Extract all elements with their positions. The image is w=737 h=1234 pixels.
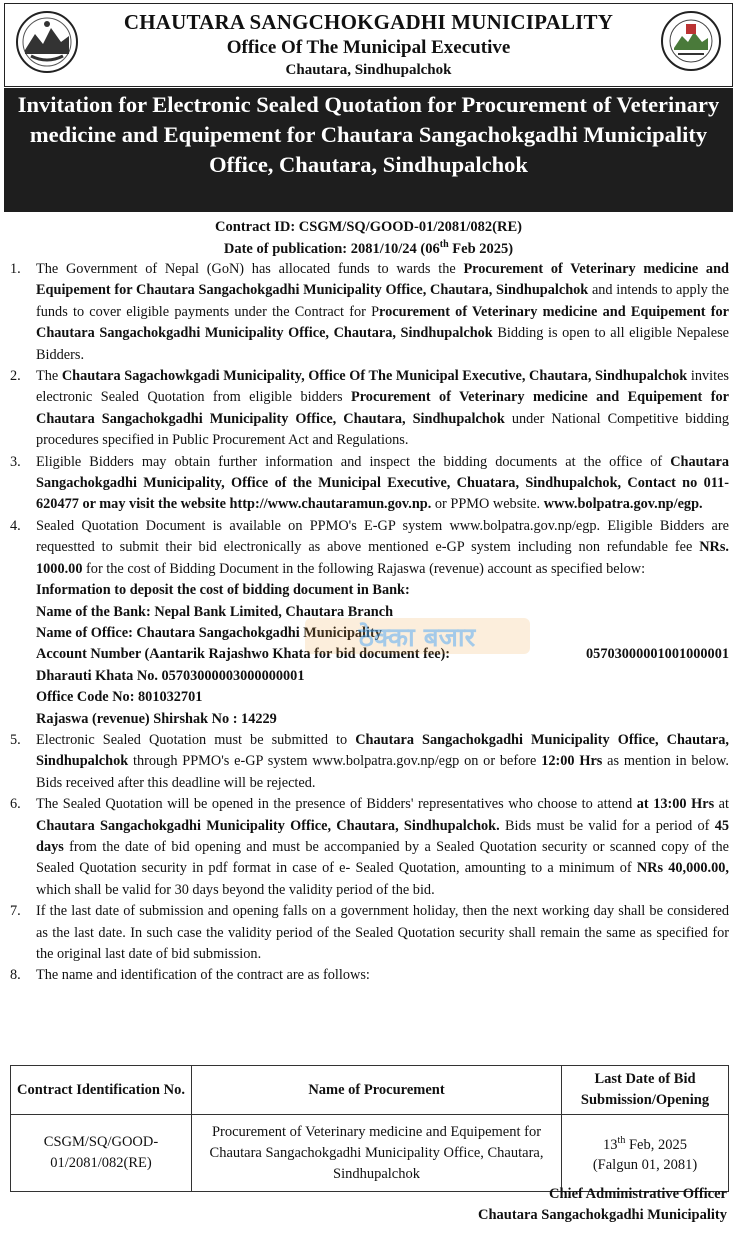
clause-3 [10, 452, 729, 516]
clause-text: under National Competitive bidding procedures specified in Public Procurement Act and Regulations. [36, 410, 729, 449]
clause-bold: Chautara Sagachowkgadi Municipality, Office Of The Municipal Executive, Chautara, Sindhupalchok [61, 368, 688, 385]
clause-text: The Sealed Quotation will be opened in the presence of Bidders' representatives who choose to attend [36, 796, 637, 813]
clause-bold: Procurement of Veterinary medicine and Equipement for Chautara Sangachokgadhi Municipality Office, Chautara, Sindhupalchok [36, 389, 729, 427]
watermark-text: ठेक्का बजार [358, 623, 476, 653]
signatory-title: Chief Administrative Officer [549, 1186, 727, 1202]
clause-text: or PPMO website. [431, 496, 544, 513]
clause-number: 7. [10, 903, 21, 920]
date-rest: Feb, 2025 [625, 1136, 687, 1153]
office-name: Office Of The Municipal Executive [226, 37, 511, 58]
date-day: 13 [603, 1136, 618, 1153]
clause-8 [10, 965, 729, 986]
clause-bold: NRs 40,000.00, [636, 860, 729, 877]
bank-account-number: 05703000001001000001 [586, 646, 729, 663]
bank-heading: Information to deposit the cost of bidding document in Bank: [36, 582, 410, 599]
pub-date-suffix: Feb 2025) [448, 240, 514, 257]
table-header-row [11, 1066, 729, 1115]
rajaswa-shirshak: Rajaswa (revenue) Shirshak No : 14229 [36, 710, 277, 727]
contract-id: Contract ID: CSGM/SQ/GOOD-01/2081/082(RE) [215, 219, 522, 235]
clause-number: 4. [10, 517, 21, 534]
bank-office: Name of Office: Chautara Sangachokgadhi Municipality [36, 624, 382, 641]
clause-bold: 12:00 Hrs [541, 753, 603, 770]
thekka-bazar-watermark-icon [305, 612, 530, 662]
dharauti-khata: Dharauti Khata No. 05703000003000000001 [36, 667, 305, 684]
date-sup: th [617, 1134, 626, 1146]
cell-procurement-name: Procurement of Veterinary medicine and Equipement for Chautara Sangachokgadhi Municipality Office, Chautara, Sindhupalchok [192, 1115, 562, 1192]
cell-contract-id: CSGM/SQ/GOOD-01/2081/082(RE) [11, 1115, 192, 1192]
notice-title-banner [4, 88, 733, 212]
contract-table [10, 1065, 729, 1192]
clause-bold: 45 days [36, 817, 729, 855]
clause-1 [10, 259, 729, 366]
date-nepali: (Falgun 01, 2081) [592, 1157, 698, 1174]
clause-5 [10, 730, 729, 794]
clause-bold: www.bolpatra.gov.np/egp. [543, 496, 703, 513]
clause-number: 5. [10, 731, 21, 748]
letterhead [4, 3, 733, 87]
clause-bold: NRs. 1000.00 [36, 539, 729, 577]
clause-number: 2. [10, 368, 21, 385]
clause-bold: at 13:00 Hrs [636, 796, 715, 813]
clause-number: 8. [10, 967, 21, 984]
signatory-org: Chautara Sangachokgadhi Municipality [478, 1207, 727, 1223]
clause-text: The name and identification of the contract are as follows: [36, 967, 370, 984]
bank-name: Name of the Bank: Nepal Bank Limited, Chautara Branch [36, 603, 394, 620]
clause-text: through PPMO's e-GP system www.bolpatra.gov.np/egp on or before [128, 753, 542, 770]
clause-text: and intends to apply the funds to cover eligible payments under the Contract for P [36, 282, 729, 320]
clause-bold: Chautara Sangachokgadhi Municipality, Office of the Municipal Executive, Chuatara, Sindhupalchok, Contact no 011-620477 or may visit the website http://www.chautaramun.gov.np. [36, 453, 729, 513]
clause-text: Eligible Bidders may obtain further information and inspect the bidding documents at the office of [36, 453, 671, 470]
clause-text: If the last date of submission and opening falls on a government holiday, then the next working day shall be considered as the last date. In such case the validity period of the Sealed Quotation security shall remain the same as specified for the original last date of bid submission. [36, 903, 729, 962]
table-row [11, 1115, 729, 1192]
clause-7 [10, 901, 729, 965]
pub-date-sup: th [439, 239, 449, 250]
clause-bold: Procurement of Veterinary medicine and Equipement for Chautara Sangachokgadhi Municipality Office, Chautara, Sindhupalchok [36, 261, 729, 299]
pub-date-prefix: Date of publication: 2081/10/24 (06 [223, 240, 440, 257]
clause-6 [10, 794, 729, 901]
clause-text: at [714, 796, 729, 813]
clause-text: Sealed Quotation Document is available on PPMO's E-GP system www.bolpatra.gov.np/egp. Eligible Bidders are requestted to submit their bid electronically as above mentioned e-GP system including non refundable fee [36, 517, 729, 556]
office-code: Office Code No: 801032701 [36, 689, 203, 706]
clause-number: 6. [10, 796, 21, 813]
col-procurement-name: Name of Procurement [192, 1066, 562, 1115]
clause-text: as mention in below. Bids received after this deadline will be rejected. [36, 753, 729, 791]
municipality-name: CHAUTARA SANGCHOKGADHI MUNICIPALITY [123, 10, 614, 34]
clause-text: Electronic Sealed Quotation must be submitted to [36, 731, 356, 748]
clause-text: which shall be valid for 30 days beyond the validity period of the bid. [36, 881, 435, 898]
notice-title: Invitation for Electronic Sealed Quotation for Procurement of Veterinary medicine and Equipement for Chautara Sangachokgadhi Municipality Office, Chautara, Sindhupalchok [17, 92, 720, 177]
clause-2 [10, 366, 729, 452]
clause-bold: rocurement of Veterinary medicine and Equipement for Chautara Sangachokgadhi Municipality Office, Chautara, Sindhupalchok [36, 303, 729, 342]
clause-text: invites electronic Sealed Quotation from eligible bidders [36, 368, 729, 406]
clause-text: The [36, 368, 62, 385]
col-last-date: Last Date of Bid Submission/Opening [562, 1066, 729, 1115]
municipality-logo-icon [660, 10, 722, 72]
clause-number: 1. [10, 261, 21, 277]
clause-text: for the cost of Bidding Document in the following Rajaswa (revenue) account as specified below: [82, 560, 646, 577]
clause-text: from the date of bid opening and must be accompanied by a Sealed Quotation security or scanned copy of the Sealed Quotation security in pdf format in case of e- Sealed Quotation, amounting to a minimum of [36, 838, 729, 877]
office-location: Chautara, Sindhupalchok [285, 62, 452, 78]
clause-text: Bidding is open to all eligible Nepalese Bidders. [36, 325, 729, 363]
cell-last-date [562, 1115, 729, 1192]
bank-account-label: Account Number (Aantarik Rajashwo Khata for bid document fee): [36, 646, 451, 663]
clause-bold: Chautara Sangachokgadhi Municipality Office, Chautara, Sindhupalchok [36, 731, 729, 770]
clause-bold: Chautara Sangachokgadhi Municipality Office, Chautara, Sindhupalchok. [36, 817, 500, 834]
col-contract-id: Contract Identification No. [11, 1066, 192, 1115]
clause-text: The Government of Nepal (GoN) has allocated funds to wards the [36, 261, 464, 277]
nepal-emblem-icon [15, 10, 79, 74]
publication-date [0, 239, 737, 258]
clause-text: Bids must be valid for a period of [499, 817, 715, 834]
clause-number: 3. [10, 453, 21, 470]
